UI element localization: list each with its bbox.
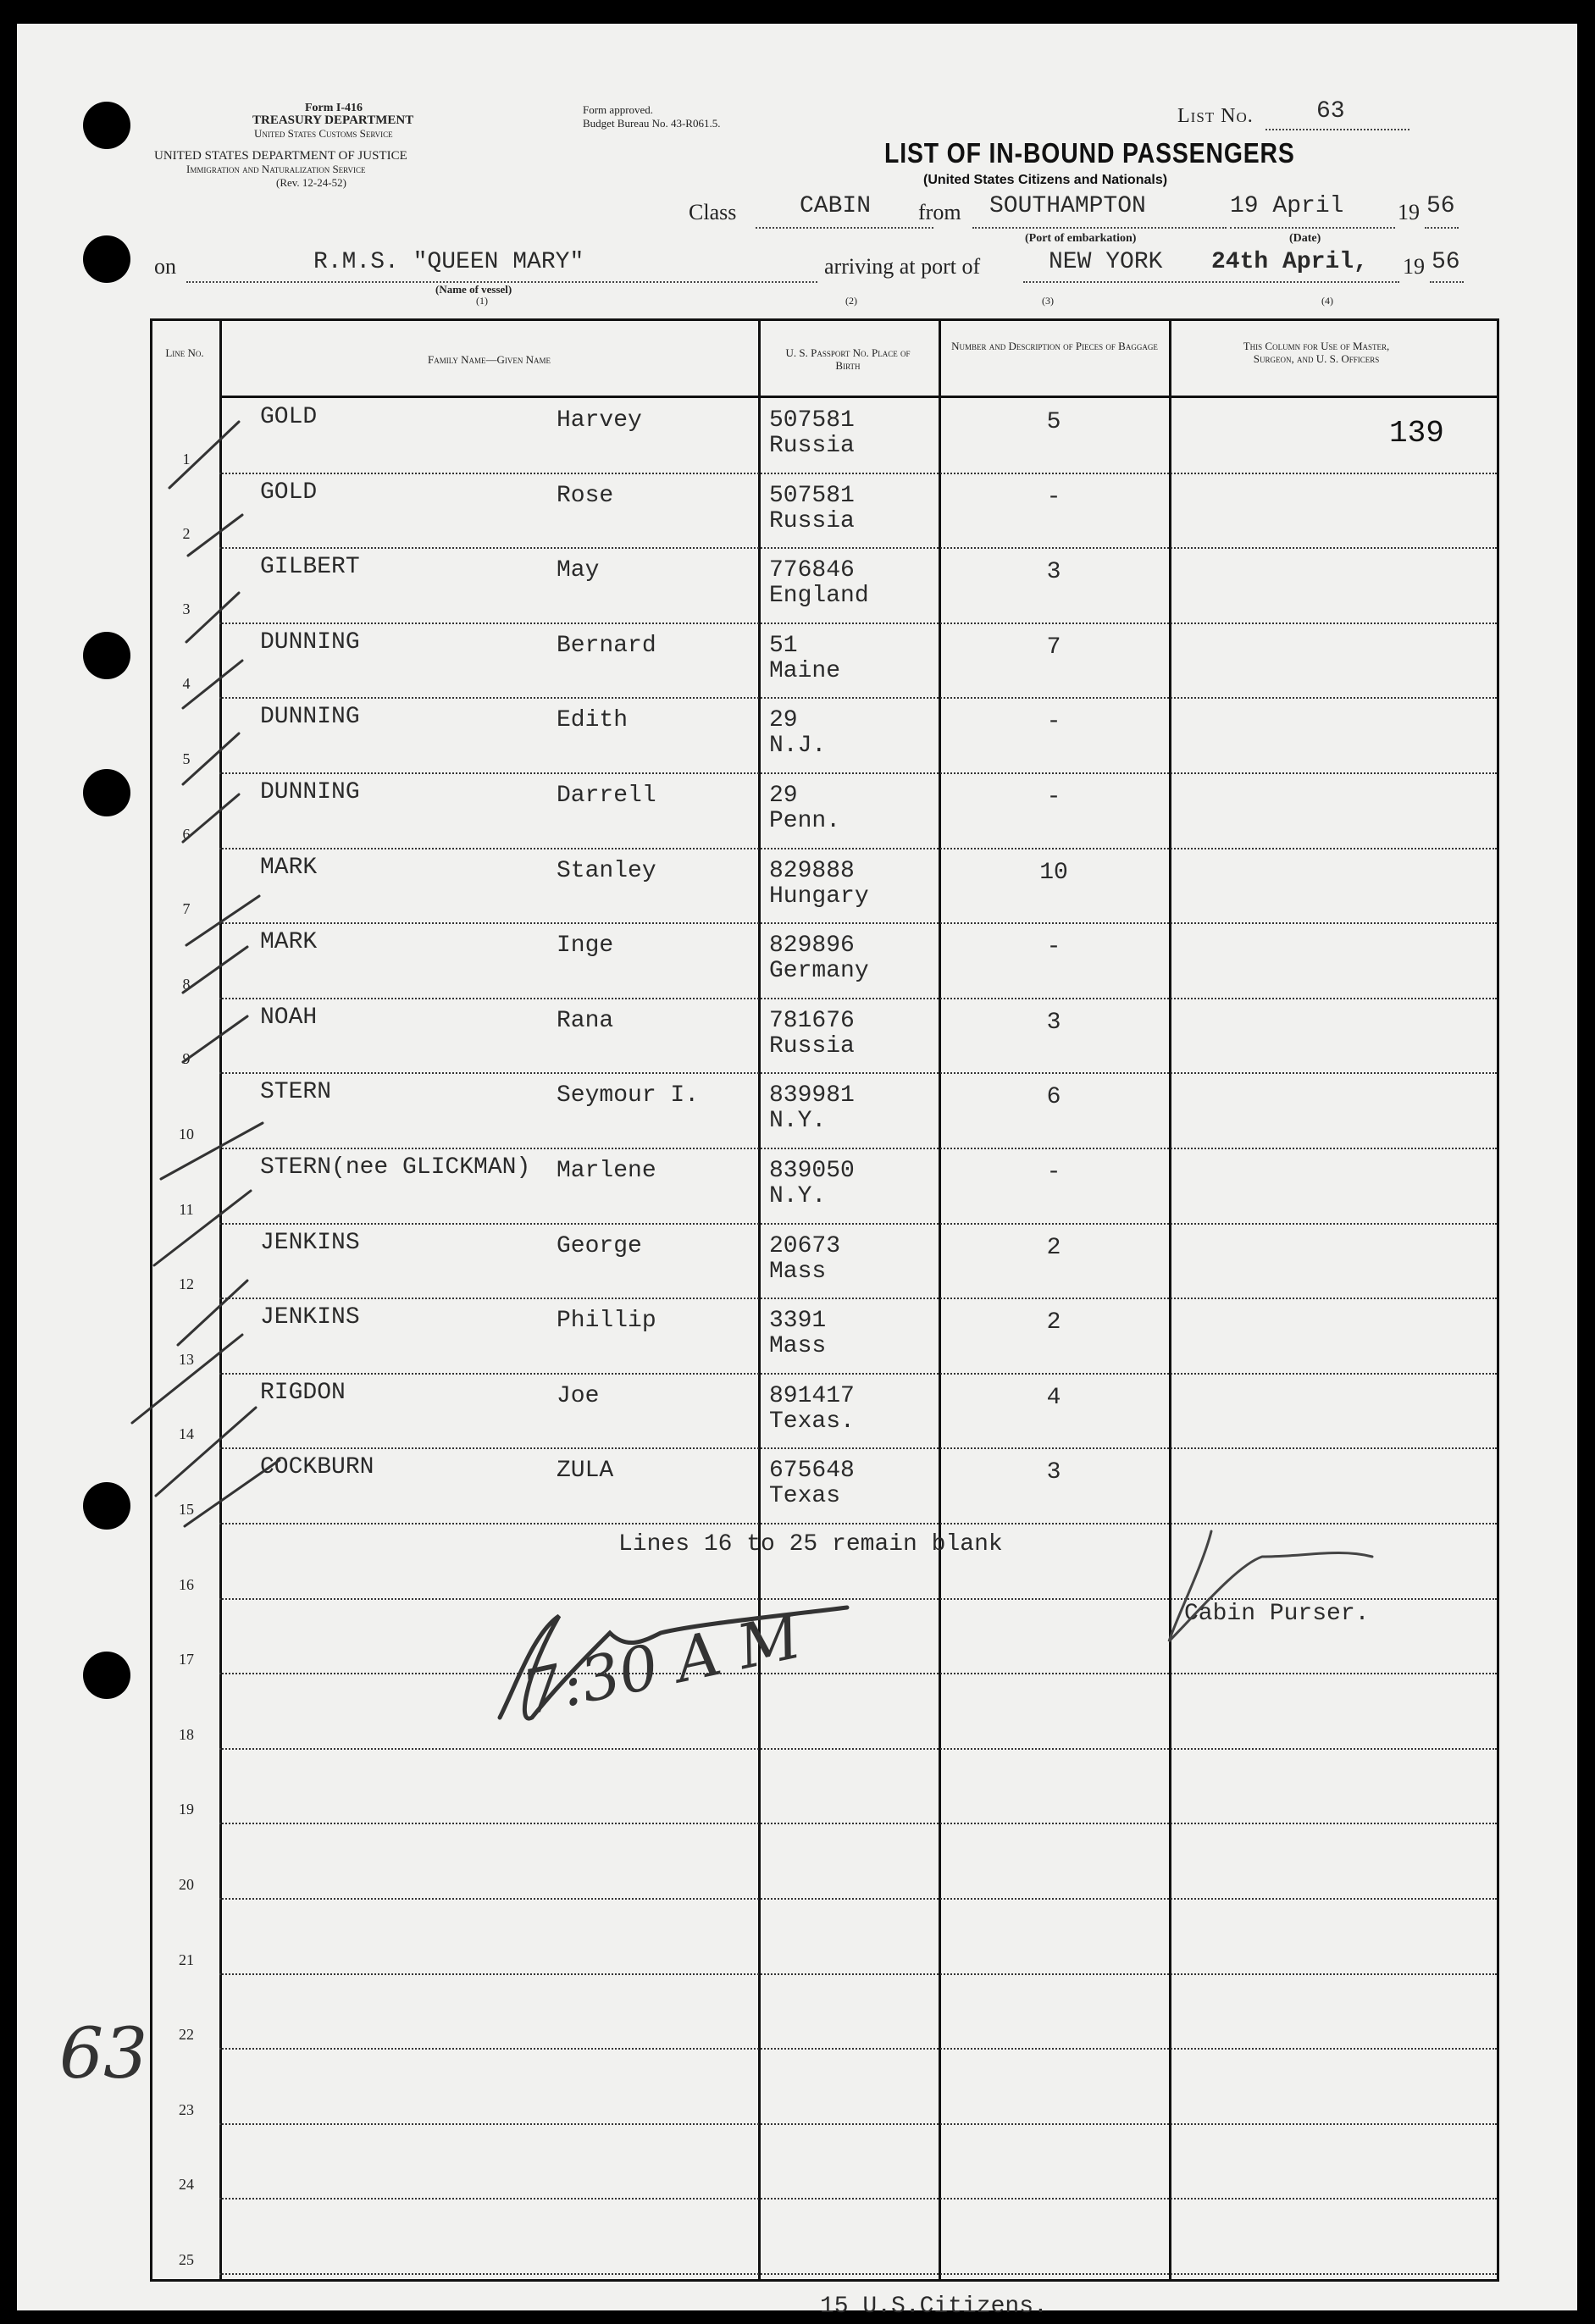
line-number: 5 (182, 750, 191, 767)
signature-mark (500, 1607, 847, 1718)
arrival-port: NEW YORK (1049, 249, 1163, 275)
blank-lines-note: Lines 16 to 25 remain blank (618, 1531, 1003, 1558)
place-of-birth: Mass (769, 1333, 827, 1360)
from-label: from (918, 200, 961, 224)
col4-number: (4) (1321, 295, 1333, 307)
baggage-count: - (1046, 484, 1061, 511)
baggage-count: 10 (1039, 859, 1068, 886)
line-number: 7 (182, 900, 191, 918)
place-of-birth: Maine (769, 657, 841, 684)
port-caption: (Port of embarkation) (1025, 232, 1137, 245)
passport-number: 781676 (769, 1007, 855, 1034)
ins-service: Immigration and Naturalization Service (186, 163, 366, 175)
baggage-count: 5 (1046, 409, 1061, 435)
given-name: Stanley (557, 857, 656, 884)
treasury-dept: TREASURY DEPARTMENT (252, 113, 414, 127)
header-name: Family Name—Given Name (428, 353, 551, 366)
baggage-count: 3 (1046, 559, 1061, 586)
place-of-birth: Russia (769, 433, 855, 459)
given-name: Rana (557, 1007, 614, 1034)
baggage-count: - (1046, 934, 1061, 961)
departure-date: 19 April (1230, 193, 1344, 219)
family-name: DUNNING (260, 704, 360, 731)
family-name: GOLD (260, 479, 318, 506)
line-number: 10 (179, 1126, 194, 1143)
budget-bureau: Budget Bureau No. 43-R061.5. (583, 117, 721, 130)
family-name: DUNNING (260, 779, 360, 805)
line-number: 21 (179, 1951, 194, 1968)
family-name: COCKBURN (260, 1454, 374, 1481)
citizens-total: 15 U.S.Citizens. (820, 2294, 1048, 2320)
given-name: George (557, 1232, 642, 1259)
family-name: RIGDON (260, 1379, 346, 1406)
baggage-count: - (1046, 1159, 1061, 1186)
line-number: 15 (179, 1501, 194, 1518)
header-line-no: Line No. (165, 346, 204, 359)
vessel-name: R.M.S. "QUEEN MARY" (313, 249, 584, 275)
line-number: 20 (179, 1876, 194, 1893)
place-of-birth: N.J. (769, 733, 827, 760)
line-number: 11 (179, 1200, 194, 1218)
given-name: Darrell (557, 783, 656, 809)
passport-number: 891417 (769, 1382, 855, 1409)
passport-number: 51 (769, 632, 798, 659)
passport-number: 29 (769, 783, 798, 809)
given-name: Joe (557, 1382, 600, 1409)
baggage-count: 3 (1046, 1009, 1061, 1036)
arriving-label: arriving at port of (824, 254, 981, 279)
officer-note: 139 (1389, 416, 1444, 451)
given-name: May (557, 557, 600, 584)
line-number: 12 (179, 1275, 194, 1293)
baggage-count: 2 (1046, 1234, 1061, 1261)
line-number: 6 (182, 825, 191, 843)
header-officers: This Column for Use of Master, Surgeon, and U. S. Officers (1243, 340, 1390, 365)
place-of-birth: Hungary (769, 883, 869, 910)
class-value: CABIN (800, 193, 872, 219)
family-name: MARK (260, 854, 318, 881)
line-number: 19 (179, 1801, 194, 1818)
line-number: 9 (182, 1050, 191, 1068)
class-label: Class (689, 200, 737, 224)
baggage-count: 3 (1046, 1459, 1061, 1486)
family-name: MARK (260, 929, 318, 956)
arrival-year: 56 (1432, 249, 1460, 275)
family-name: STERN(nee GLICKMAN) (260, 1154, 531, 1181)
form-title: LIST OF IN-BOUND PASSENGERS (884, 137, 1295, 169)
passport-number: 507581 (769, 407, 855, 434)
given-name: Edith (557, 707, 629, 734)
place-of-birth: Russia (769, 507, 855, 534)
passport-number: 829896 (769, 932, 855, 960)
line-number: 16 (179, 1575, 194, 1593)
baggage-count: 7 (1046, 634, 1061, 661)
line-number: 4 (182, 675, 191, 693)
line-number: 3 (182, 600, 191, 617)
family-name: GOLD (260, 404, 318, 430)
family-name: NOAH (260, 1004, 318, 1031)
tick-marks (132, 422, 280, 1526)
passport-number: 839050 (769, 1158, 855, 1184)
baggage-count: - (1046, 709, 1061, 736)
given-name: Phillip (557, 1308, 656, 1335)
passport-number: 675648 (769, 1458, 855, 1485)
place-of-birth: Texas. (769, 1408, 855, 1435)
baggage-count: 6 (1046, 1084, 1061, 1111)
baggage-count: - (1046, 784, 1061, 811)
list-no-value: 63 (1316, 98, 1345, 125)
passport-number: 839981 (769, 1082, 855, 1109)
date-caption: (Date) (1289, 232, 1321, 245)
form-page (17, 24, 1577, 2320)
line-number: 25 (179, 2251, 194, 2268)
passport-number: 29 (769, 707, 798, 734)
place-of-birth: N.Y. (769, 1108, 827, 1135)
baggage-count: 2 (1046, 1309, 1061, 1336)
given-name: Harvey (557, 407, 642, 434)
family-name: JENKINS (260, 1304, 360, 1331)
embarkation-port: SOUTHAMPTON (989, 193, 1146, 219)
place-of-birth: Russia (769, 1032, 855, 1060)
arrival-date: 24th April, (1211, 249, 1368, 275)
justice-dept: UNITED STATES DEPARTMENT OF JUSTICE (154, 149, 407, 163)
header-baggage: Number and Description of Pieces of Baggage (951, 340, 1158, 352)
passport-number: 507581 (769, 482, 855, 509)
purser-signature (1169, 1531, 1372, 1641)
passport-number: 829888 (769, 857, 855, 884)
passport-number: 776846 (769, 557, 855, 584)
line-number: 17 (179, 1651, 194, 1668)
vessel-caption: (Name of vessel) (435, 283, 512, 296)
line-number: 24 (179, 2176, 194, 2194)
given-name: Inge (557, 932, 614, 960)
passport-number: 3391 (769, 1308, 827, 1335)
place-of-birth: Germany (769, 958, 869, 985)
form-number: Form I-416 (305, 102, 363, 114)
col3-number: (3) (1042, 295, 1054, 307)
place-of-birth: England (769, 583, 869, 610)
col1-number: (1) (476, 295, 488, 307)
form-subtitle: (United States Citizens and Nationals) (923, 173, 1168, 187)
place-of-birth: Texas (769, 1483, 841, 1510)
baggage-count: 4 (1046, 1384, 1061, 1411)
departure-year: 56 (1426, 193, 1455, 219)
family-name: GILBERT (260, 554, 360, 581)
passport-number: 20673 (769, 1232, 841, 1259)
purser-label: Cabin Purser. (1184, 1601, 1370, 1627)
family-name: JENKINS (260, 1229, 360, 1256)
handwriting-layer (17, 24, 1577, 2310)
line-number: 14 (179, 1425, 194, 1443)
given-name: Marlene (557, 1158, 656, 1184)
family-name: STERN (260, 1079, 332, 1106)
on-label: on (154, 254, 176, 279)
line-number: 8 (182, 975, 191, 993)
given-name: ZULA (557, 1458, 614, 1485)
list-no-label: List No. (1177, 105, 1254, 127)
margin-number: 63 (59, 2014, 148, 2094)
line-number: 2 (182, 525, 191, 543)
place-of-birth: Mass (769, 1258, 827, 1285)
form-revision: (Rev. 12-24-52) (276, 176, 346, 189)
line-number: 1 (182, 450, 191, 468)
place-of-birth: N.Y. (769, 1183, 827, 1209)
line-number: 23 (179, 2100, 194, 2118)
place-of-birth: Penn. (769, 808, 841, 834)
form-approved: Form approved. (583, 103, 654, 116)
given-name: Rose (557, 482, 614, 509)
col2-number: (2) (845, 295, 857, 307)
line-number: 22 (179, 2026, 194, 2044)
line-number: 13 (179, 1350, 194, 1368)
customs-service: United States Customs Service (254, 127, 393, 140)
stamp-time: 7:30 A M (516, 1600, 807, 1729)
given-name: Seymour I. (557, 1082, 700, 1109)
arrival-year-prefix: 19 (1403, 254, 1425, 279)
given-name: Bernard (557, 632, 656, 659)
family-name: DUNNING (260, 628, 360, 656)
year-prefix: 19 (1398, 200, 1420, 224)
line-number: 18 (179, 1725, 194, 1743)
header-passport: U. S. Passport No. Place of Birth (785, 346, 911, 372)
